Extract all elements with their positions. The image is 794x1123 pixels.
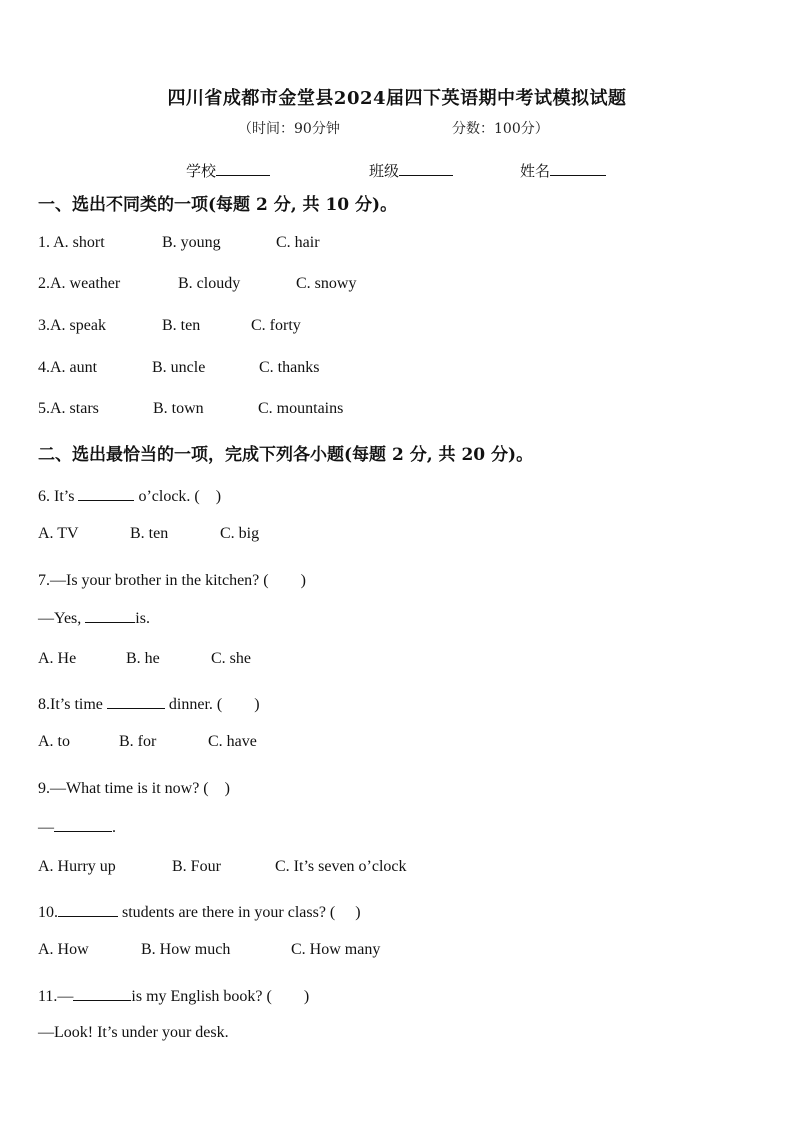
- section-2-heading: 二、选出最恰当的一项，完成下列各小题(每题 2 分, 共 20 分)。: [38, 445, 534, 465]
- option-a: A. short: [53, 234, 105, 251]
- option-b: B. young: [162, 234, 221, 251]
- question-9-answer: [38, 817, 116, 837]
- option-b: B. for: [119, 733, 157, 750]
- question-11: [38, 983, 309, 1006]
- option-c: C. thanks: [259, 359, 320, 376]
- question-number: 2.: [38, 275, 50, 292]
- school-field: [186, 160, 270, 181]
- option-a: A. How: [38, 941, 89, 958]
- option-c: C. she: [211, 650, 251, 667]
- question-text: 8.It’s time: [38, 696, 103, 713]
- option-a: A. Hurry up: [38, 858, 116, 875]
- question-6: [38, 483, 221, 506]
- option-c: C. How many: [291, 941, 381, 958]
- class-label: 班级: [369, 162, 400, 180]
- option-a: A. stars: [50, 400, 99, 417]
- question-6-options: [38, 525, 738, 543]
- option-b: B. he: [126, 650, 160, 667]
- answer-blank: [78, 486, 134, 501]
- question-text: —: [38, 819, 54, 836]
- option-c: C. mountains: [258, 400, 344, 417]
- question-9-options: [38, 858, 738, 876]
- name-label: 姓名: [520, 162, 551, 180]
- option-c: C. forty: [251, 317, 301, 334]
- question-5: [38, 400, 738, 418]
- option-c: C. have: [208, 733, 257, 750]
- option-b: B. cloudy: [178, 275, 241, 292]
- section-1-heading: 一、选出不同类的一项(每题 2 分, 共 10 分)。: [38, 195, 398, 215]
- question-7: 7.—Is your brother in the kitchen? ( ): [38, 572, 306, 589]
- option-a: A. speak: [50, 317, 106, 334]
- option-c: C. big: [220, 525, 260, 542]
- class-blank: [399, 161, 453, 176]
- school-blank: [216, 161, 270, 176]
- question-text: 11.—: [38, 988, 74, 1005]
- question-text: 6. It’s: [38, 488, 75, 505]
- question-text: dinner. ( ): [168, 696, 260, 713]
- answer-blank: [58, 902, 118, 917]
- question-4: [38, 359, 738, 377]
- question-number: 5.: [38, 400, 50, 417]
- exam-time: （时间：90分钟: [238, 121, 340, 137]
- answer-blank: [107, 694, 165, 709]
- option-b: B. uncle: [152, 359, 206, 376]
- option-a: A. to: [38, 733, 70, 750]
- question-10-options: [38, 941, 738, 959]
- question-7-answer: [38, 608, 150, 628]
- option-a: A. aunt: [50, 359, 98, 376]
- question-text: students are there in your class? ( ): [122, 904, 361, 921]
- question-text: is.: [135, 610, 150, 627]
- name-blank: [550, 161, 606, 176]
- question-text: o’clock. ( ): [138, 488, 222, 505]
- answer-blank: [54, 817, 112, 832]
- question-7-options: [38, 650, 738, 668]
- question-10: [38, 899, 361, 922]
- option-c: C. snowy: [296, 275, 357, 292]
- option-b: B. Four: [172, 858, 221, 875]
- school-label: 学校: [186, 162, 217, 180]
- option-c: C. It’s seven o’clock: [275, 858, 407, 875]
- option-a: A. weather: [50, 275, 121, 292]
- question-2: [38, 275, 738, 293]
- answer-blank: [85, 608, 135, 623]
- option-b: B. How much: [141, 941, 231, 958]
- question-text: .: [112, 819, 116, 836]
- option-a: A. He: [38, 650, 77, 667]
- option-b: B. ten: [130, 525, 169, 542]
- option-b: B. ten: [162, 317, 201, 334]
- exam-title: 四川省成都市金堂县2024届四下英语期中考试模拟试题: [167, 88, 627, 109]
- question-text: 10.: [38, 904, 58, 921]
- name-field: [520, 160, 606, 181]
- question-3: [38, 317, 738, 335]
- option-c: C. hair: [276, 234, 320, 251]
- class-field: [369, 160, 453, 181]
- question-number: 3.: [38, 317, 50, 334]
- question-text: —Yes,: [38, 610, 82, 627]
- question-number: 4.: [38, 359, 50, 376]
- answer-blank: [73, 986, 131, 1001]
- exam-score: 分数：100分）: [452, 121, 549, 137]
- question-8: [38, 691, 260, 714]
- question-1: [38, 234, 738, 252]
- question-11-answer: —Look! It’s under your desk.: [38, 1024, 229, 1041]
- option-a: A. TV: [38, 525, 79, 542]
- question-text: is my English book? ( ): [131, 988, 310, 1005]
- question-8-options: [38, 733, 738, 751]
- option-b: B. town: [153, 400, 204, 417]
- question-9: 9.—What time is it now? ( ): [38, 780, 230, 797]
- question-number: 1.: [38, 234, 54, 251]
